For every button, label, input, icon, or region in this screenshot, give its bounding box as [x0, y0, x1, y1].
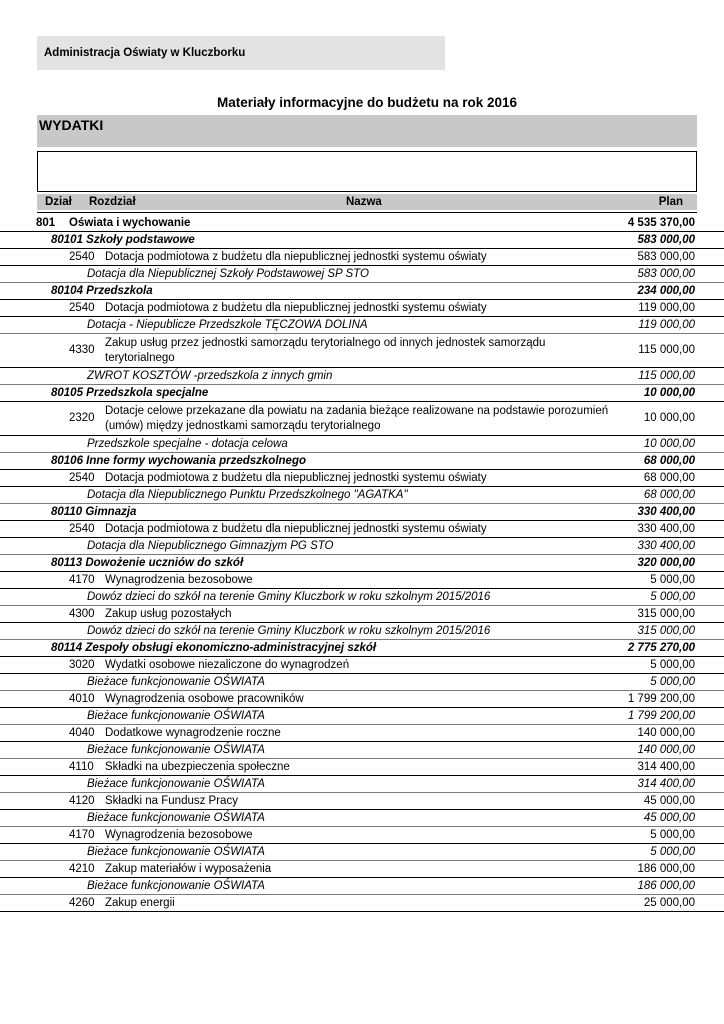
- row-name: 80105 Przedszkola specjalne: [51, 387, 209, 399]
- row-name: Dotacja dla Niepublicznego Gimnazjym PG STO: [87, 540, 334, 552]
- paragraph-number: 4110: [69, 761, 94, 773]
- header-rule: [37, 212, 697, 213]
- paragraph-number: 4170: [69, 829, 95, 841]
- rozdzial-row: [0, 555, 724, 572]
- row-amount: 186 000,00: [637, 863, 695, 875]
- column-header-plan: Plan: [658, 196, 683, 208]
- row-name: Bieżace funkcjonowanie OŚWIATA: [87, 778, 265, 790]
- task-row: [0, 844, 724, 861]
- row-name: 80104 Przedszkola: [51, 285, 153, 297]
- row-amount: 115 000,00: [638, 344, 695, 356]
- dzial-row: [0, 215, 724, 232]
- task-row: [0, 368, 724, 385]
- par-row: [0, 725, 724, 742]
- row-name: Dotacja podmiotowa z budżetu dla niepublicznej jednostki systemu oświaty: [105, 523, 487, 535]
- paragraph-number: 4210: [69, 863, 95, 875]
- task-row: [0, 810, 724, 827]
- rozdzial-row: [0, 640, 724, 657]
- row-amount: 330 400,00: [637, 540, 695, 552]
- row-amount: 186 000,00: [637, 880, 695, 892]
- row-amount: 330 400,00: [637, 523, 695, 535]
- row-name: ZWROT KOSZTÓW -przedszkola z innych gmin: [87, 370, 333, 382]
- task-row: [0, 674, 724, 691]
- par-row: [0, 657, 724, 674]
- organization-header: Administracja Oświaty w Kluczborku: [37, 36, 445, 70]
- row-name: Składki na ubezpieczenia społeczne: [105, 761, 290, 773]
- row-amount: 5 000,00: [650, 829, 695, 841]
- row-name: Dotacja dla Niepublicznego Punktu Przedszkolnego "AGATKA": [87, 489, 408, 501]
- row-name: 80110 Gimnazja: [51, 506, 137, 518]
- row-amount: 314 400,00: [637, 761, 695, 773]
- row-amount: 10 000,00: [643, 438, 695, 450]
- paragraph-number: 4300: [69, 608, 95, 620]
- row-name: Dodatkowe wynagrodzenie roczne: [105, 727, 281, 739]
- row-name: Bieżace funkcjonowanie OŚWIATA: [87, 812, 265, 824]
- row-name: Zakup usług przez jednostki samorządu terytorialnego od innych jednostek samorządu terytorialnego: [105, 337, 546, 364]
- row-amount: 10 000,00: [643, 412, 695, 424]
- row-name: Przedszkole specjalne - dotacja celowa: [87, 438, 288, 450]
- par-row: [0, 827, 724, 844]
- task-row: [0, 487, 724, 504]
- paragraph-number: 4040: [69, 727, 95, 739]
- task-row: [0, 742, 724, 759]
- par-row: [0, 895, 724, 912]
- row-name: Zakup usług pozostałych: [105, 608, 232, 620]
- par-row: [0, 606, 724, 623]
- row-name: 80106 Inne formy wychowania przedszkolnego: [51, 455, 306, 467]
- paragraph-number: 2540: [69, 523, 95, 535]
- paragraph-number: 4010: [69, 693, 95, 705]
- row-amount: 2 775 270,00: [627, 642, 695, 654]
- row-name: Zakup energii: [105, 897, 175, 909]
- row-name: Dotacja - Niepublicze Przedszkole TĘCZOWA DOLINA: [87, 319, 368, 331]
- row-amount: 5 000,00: [650, 591, 695, 603]
- row-name: Wynagrodzenia osobowe pracowników: [105, 693, 304, 705]
- row-amount: 1 799 200,00: [627, 693, 695, 705]
- row-name: Bieżace funkcjonowanie OŚWIATA: [87, 744, 265, 756]
- row-amount: 583 000,00: [637, 268, 695, 280]
- row-amount: 140 000,00: [637, 727, 695, 739]
- par-row: [0, 691, 724, 708]
- row-name: Wydatki osobowe niezaliczone do wynagrodzeń: [105, 659, 350, 671]
- paragraph-number: 4120: [69, 795, 95, 807]
- column-header-nazwa: Nazwa: [346, 196, 382, 208]
- row-name: Dotacja podmiotowa z budżetu dla niepublicznej jednostki systemu oświaty: [105, 251, 487, 263]
- task-row: [0, 538, 724, 555]
- row-amount: 68 000,00: [643, 455, 695, 467]
- row-name: 80101 Szkoły podstawowe: [51, 234, 195, 246]
- paragraph-number: 2540: [69, 251, 95, 263]
- par-row: [0, 793, 724, 810]
- row-name: Dotacja dla Niepublicznej Szkoły Podstawowej SP STO: [87, 268, 369, 280]
- task-row: [0, 266, 724, 283]
- paragraph-number: 4330: [69, 344, 95, 356]
- row-amount: 330 400,00: [637, 506, 695, 518]
- row-amount: 119 000,00: [638, 319, 695, 331]
- rozdzial-row: [0, 504, 724, 521]
- row-amount: 320 000,00: [637, 557, 695, 569]
- row-amount: 315 000,00: [637, 608, 695, 620]
- row-amount: 234 000,00: [637, 285, 695, 297]
- row-amount: 119 000,00: [638, 302, 695, 314]
- row-amount: 1 799 200,00: [627, 710, 695, 722]
- row-amount: 68 000,00: [643, 472, 695, 484]
- row-amount: 5 000,00: [650, 676, 695, 688]
- row-name: Dotacje celowe przekazane dla powiatu na zadania bieżące realizowane na podstawie porozumień (umów) między jednostkami samorządu terytorialnego: [105, 405, 609, 432]
- section-title: WYDATKI: [37, 115, 697, 147]
- row-amount: 315 000,00: [637, 625, 695, 637]
- row-amount: 583 000,00: [637, 234, 695, 246]
- row-name: Składki na Fundusz Pracy: [105, 795, 238, 807]
- budget-table: [0, 215, 724, 912]
- row-amount: 10 000,00: [643, 387, 695, 399]
- par-row: [0, 470, 724, 487]
- row-amount: 314 400,00: [637, 778, 695, 790]
- task-row: [0, 708, 724, 725]
- task-row: [0, 317, 724, 334]
- rozdzial-row: [0, 232, 724, 249]
- row-amount: 45 000,00: [643, 795, 695, 807]
- row-amount: 25 000,00: [643, 897, 695, 909]
- par-row: [0, 861, 724, 878]
- row-amount: 45 000,00: [643, 812, 695, 824]
- row-amount: 115 000,00: [638, 370, 695, 382]
- task-row: [0, 589, 724, 606]
- column-header-dzial: Dział: [45, 196, 72, 208]
- row-name: Bieżace funkcjonowanie OŚWIATA: [87, 710, 265, 722]
- task-row: [0, 623, 724, 640]
- par-row: [0, 402, 724, 436]
- document-title: Materiały informacyjne do budżetu na rok 2016: [216, 95, 518, 110]
- row-amount: 5 000,00: [650, 659, 695, 671]
- row-name: Bieżace funkcjonowanie OŚWIATA: [87, 846, 265, 858]
- paragraph-number: 2540: [69, 472, 95, 484]
- task-row: [0, 436, 724, 453]
- row-name: Oświata i wychowanie: [69, 217, 191, 229]
- paragraph-number: 4170: [69, 574, 95, 586]
- rozdzial-row: [0, 385, 724, 402]
- row-amount: 5 000,00: [650, 846, 695, 858]
- row-name: Dotacja podmiotowa z budżetu dla niepublicznej jednostki systemu oświaty: [105, 302, 487, 314]
- par-row: [0, 572, 724, 589]
- column-header-row: [37, 194, 697, 210]
- par-row: [0, 334, 724, 368]
- row-name: 80113 Dowożenie uczniów do szkół: [51, 557, 244, 569]
- par-row: [0, 759, 724, 776]
- paragraph-number: 2320: [69, 412, 95, 424]
- paragraph-number: 2540: [69, 302, 95, 314]
- row-name: Wynagrodzenia bezosobowe: [105, 829, 253, 841]
- par-row: [0, 249, 724, 266]
- rozdzial-row: [0, 453, 724, 470]
- row-name: Wynagrodzenia bezosobowe: [105, 574, 253, 586]
- par-row: [0, 521, 724, 538]
- paragraph-number: 4260: [69, 897, 95, 909]
- task-row: [0, 776, 724, 793]
- row-amount: 583 000,00: [637, 251, 695, 263]
- row-name: Dowóz dzieci do szkół na terenie Gminy Kluczbork w roku szkolnym 2015/2016: [87, 591, 491, 603]
- row-name: Zakup materiałów i wyposażenia: [105, 863, 272, 875]
- rozdzial-row: [0, 283, 724, 300]
- row-amount: 4 535 370,00: [627, 217, 695, 229]
- row-amount: 140 000,00: [637, 744, 695, 756]
- dzial-code: 801: [36, 217, 56, 229]
- row-name: Bieżace funkcjonowanie OŚWIATA: [87, 676, 265, 688]
- paragraph-number: 3020: [69, 659, 95, 671]
- column-header-rozdzial: Rozdział: [89, 196, 136, 208]
- row-name: 80114 Zespoły obsługi ekonomiczno-administracyjnej szkół: [51, 642, 377, 654]
- par-row: [0, 300, 724, 317]
- row-name: Dowóz dzieci do szkół na terenie Gminy Kluczbork w roku szkolnym 2015/2016: [87, 625, 491, 637]
- empty-info-box: [37, 151, 697, 192]
- row-name: Dotacja podmiotowa z budżetu dla niepublicznej jednostki systemu oświaty: [105, 472, 487, 484]
- task-row: [0, 878, 724, 895]
- row-amount: 5 000,00: [650, 574, 695, 586]
- row-amount: 68 000,00: [643, 489, 695, 501]
- row-name: Bieżace funkcjonowanie OŚWIATA: [87, 880, 265, 892]
